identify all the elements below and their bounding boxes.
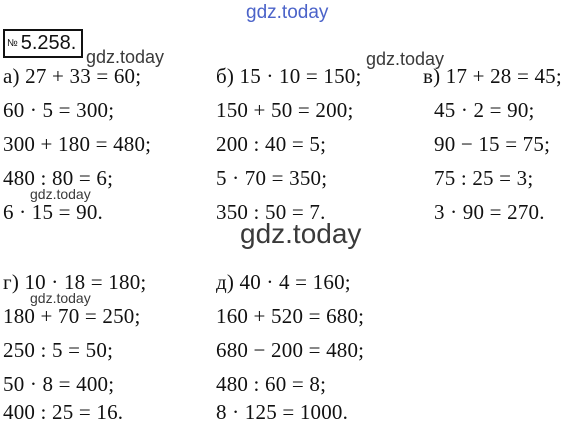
equation-a-4: 480 : 80 = 6; xyxy=(3,166,114,190)
equation-g-5: 400 : 25 = 16. xyxy=(3,400,124,424)
equation-a-5: 6 · 15 = 90. xyxy=(3,200,103,224)
equation-v-5: 3 · 90 = 270. xyxy=(434,200,545,224)
equation-v-4: 75 : 25 = 3; xyxy=(434,166,534,190)
equation-v-1: в) 17 + 28 = 45; xyxy=(423,64,562,88)
watermark: gdz.today xyxy=(86,47,165,67)
equation-a-2: 60 · 5 = 300; xyxy=(3,98,115,122)
watermark: gdz.today xyxy=(30,290,91,306)
equation-d-4: 480 : 60 = 8; xyxy=(216,372,327,396)
equation-b-3: 200 : 40 = 5; xyxy=(216,132,327,156)
equation-v-2: 45 · 2 = 90; xyxy=(434,98,535,122)
watermark: gdz.today xyxy=(240,218,362,249)
equation-g-3: 250 : 5 = 50; xyxy=(3,338,114,362)
problem-number xyxy=(3,29,83,58)
equation-d-2: 160 + 520 = 680; xyxy=(216,304,365,328)
equation-b-1: б) 15 · 10 = 150; xyxy=(216,64,362,88)
equation-d-1: д) 40 · 4 = 160; xyxy=(216,270,351,294)
equation-d-5: 8 · 125 = 1000. xyxy=(216,400,349,424)
equation-g-1: г) 10 · 18 = 180; xyxy=(3,270,147,294)
watermark: gdz.today xyxy=(366,49,445,69)
equation-b-4: 5 · 70 = 350; xyxy=(216,166,328,190)
equation-g-2: 180 + 70 = 250; xyxy=(3,304,141,328)
equation-b-5: 350 : 50 = 7. xyxy=(216,200,326,224)
equation-g-4: 50 · 8 = 400; xyxy=(3,372,115,396)
equation-a-3: 300 + 180 = 480; xyxy=(3,132,152,156)
number-sign: № xyxy=(7,38,18,50)
equation-a-1: а) 27 + 33 = 60; xyxy=(3,64,142,88)
watermark: gdz.today xyxy=(30,186,91,202)
watermark-top: gdz.today xyxy=(246,2,329,23)
equation-d-3: 680 − 200 = 480; xyxy=(216,338,365,362)
equation-b-2: 150 + 50 = 200; xyxy=(216,98,354,122)
equation-v-3: 90 − 15 = 75; xyxy=(434,132,551,156)
problem-number-text: 5.258. xyxy=(20,32,77,54)
